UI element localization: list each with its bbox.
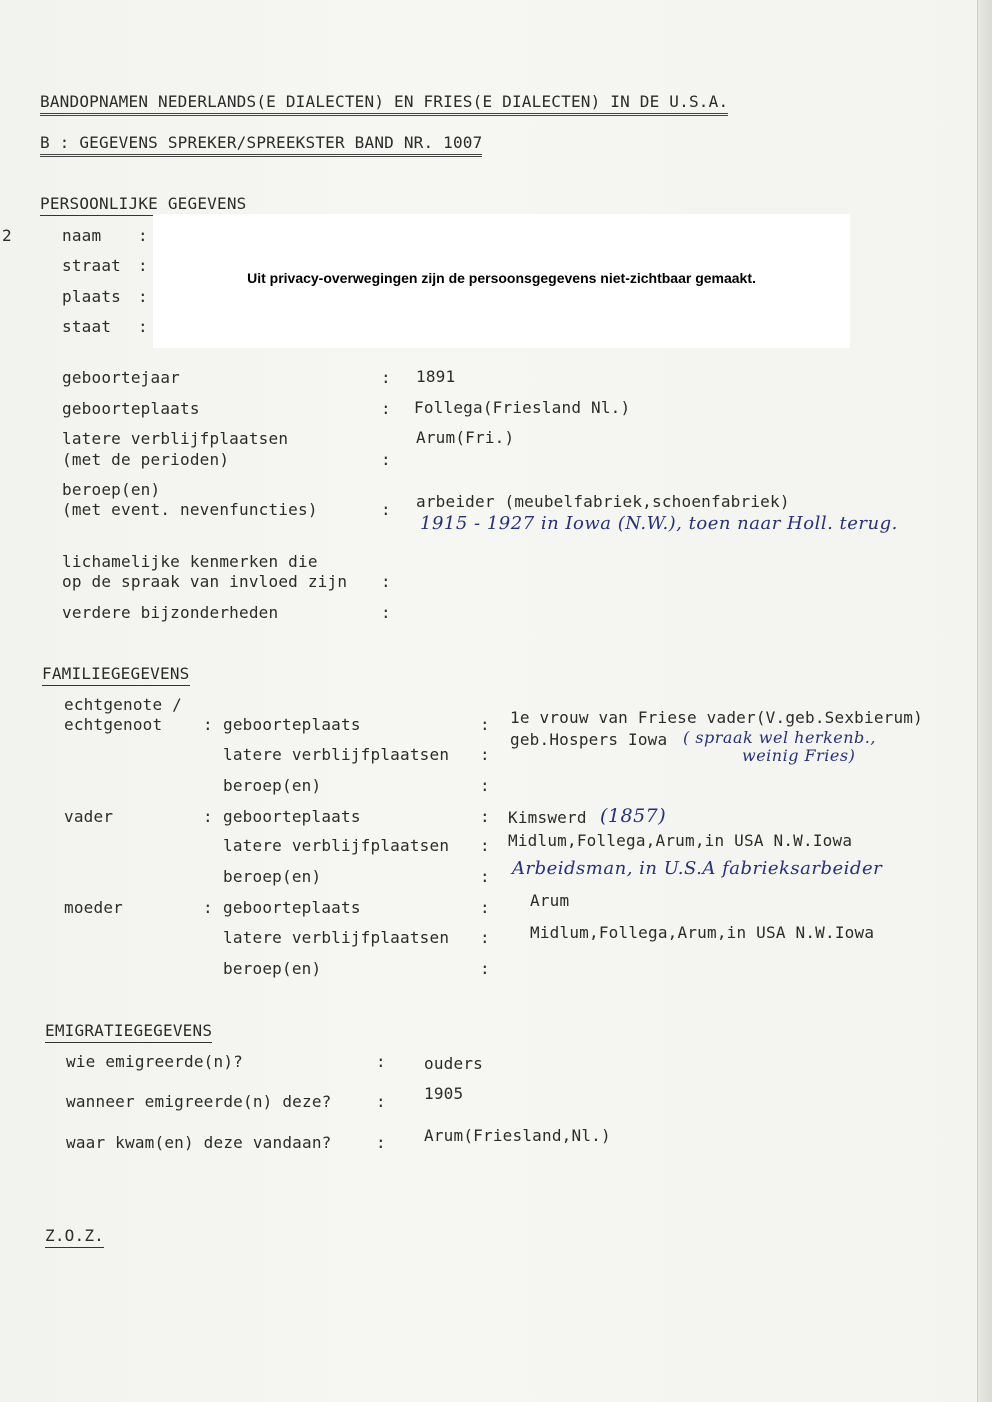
colon: : bbox=[381, 450, 391, 469]
label-staat: staat bbox=[62, 317, 112, 336]
colon: : bbox=[376, 1052, 386, 1071]
document-subtitle: B : GEGEVENS SPREKER/SPREEKSTER BAND NR. 1007 bbox=[40, 133, 482, 157]
colon: : bbox=[480, 928, 490, 947]
label-beroep-1: beroep(en) bbox=[62, 480, 161, 499]
colon: : bbox=[138, 287, 148, 306]
label-spouse-2: echtgenoot bbox=[64, 715, 163, 734]
colon: : bbox=[138, 317, 148, 336]
label-vader-geboorteplaats: geboorteplaats bbox=[223, 807, 361, 826]
label-spouse-geboorteplaats: geboorteplaats bbox=[223, 715, 361, 734]
label-verdere: verdere bijzonderheden bbox=[62, 603, 279, 622]
label-moeder-geboorteplaats: geboorteplaats bbox=[223, 898, 361, 917]
colon: : bbox=[381, 500, 391, 519]
value-vader-geb: Kimswerd bbox=[508, 808, 587, 827]
colon: : bbox=[480, 745, 490, 764]
colon: : bbox=[138, 226, 148, 245]
value-spouse-geb-2: geb.Hospers Iowa bbox=[510, 730, 668, 749]
label-moeder: moeder bbox=[64, 898, 123, 917]
label-beroep-2: (met event. nevenfuncties) bbox=[62, 500, 318, 519]
colon: : bbox=[480, 776, 490, 795]
page-edge bbox=[977, 0, 992, 1402]
label-moeder-beroep: beroep(en) bbox=[223, 959, 322, 978]
label-spouse-verblijf: latere verblijfplaatsen bbox=[223, 745, 450, 764]
margin-number: 2 bbox=[2, 226, 12, 245]
value-beroep: arbeider (meubelfabriek,schoenfabriek) bbox=[416, 492, 790, 511]
colon: : bbox=[381, 368, 391, 387]
label-verblijf-1: latere verblijfplaatsen bbox=[62, 429, 289, 448]
value-spouse-geb-1: 1e vrouw van Friese vader(V.geb.Sexbierum) bbox=[510, 708, 923, 727]
label-lichamelijk-2: op de spraak van invloed zijn bbox=[62, 572, 348, 591]
colon: : bbox=[203, 898, 213, 917]
colon: : bbox=[203, 807, 213, 826]
value-moeder-geb: Arum bbox=[530, 891, 570, 910]
value-waar: Arum(Friesland,Nl.) bbox=[424, 1126, 611, 1145]
colon: : bbox=[480, 959, 490, 978]
label-waar: waar kwam(en) deze vandaan? bbox=[66, 1133, 332, 1152]
label-spouse-1: echtgenote / bbox=[64, 695, 182, 714]
label-geboorteplaats: geboorteplaats bbox=[62, 399, 200, 418]
label-verblijf-2: (met de perioden) bbox=[62, 450, 230, 469]
colon: : bbox=[138, 256, 148, 275]
label-straat: straat bbox=[62, 256, 121, 275]
colon: : bbox=[381, 603, 391, 622]
section-heading-family: FAMILIEGEGEVENS bbox=[42, 664, 190, 686]
colon: : bbox=[376, 1133, 386, 1152]
label-plaats: plaats bbox=[62, 287, 121, 306]
value-moeder-verblijf: Midlum,Follega,Arum,in USA N.W.Iowa bbox=[530, 923, 875, 942]
handwritten-vader-beroep: Arbeidsman, in U.S.A fabrieksarbeider bbox=[512, 858, 883, 879]
colon: : bbox=[480, 867, 490, 886]
section-heading-emigration: EMIGRATIEGEGEVENS bbox=[45, 1021, 212, 1043]
colon: : bbox=[376, 1092, 386, 1111]
label-wie: wie emigreerde(n)? bbox=[66, 1052, 243, 1071]
colon: : bbox=[480, 836, 490, 855]
label-moeder-verblijf: latere verblijfplaatsen bbox=[223, 928, 450, 947]
zoz-marker: Z.O.Z. bbox=[45, 1226, 104, 1248]
privacy-notice: Uit privacy-overwegingen zijn de persoonsgegevens niet-zichtbaar gemaakt. bbox=[247, 270, 756, 286]
label-vader: vader bbox=[64, 807, 114, 826]
value-wie: ouders bbox=[424, 1054, 483, 1073]
colon: : bbox=[480, 807, 490, 826]
label-lichamelijk-1: lichamelijke kenmerken die bbox=[62, 552, 318, 571]
handwritten-beroep-note: 1915 - 1927 in Iowa (N.W.), toen naar Holl. terug. bbox=[420, 513, 898, 534]
document-title: BANDOPNAMEN NEDERLANDS(E DIALECTEN) EN FRIES(E DIALECTEN) IN DE U.S.A. bbox=[40, 92, 728, 116]
label-naam: naam bbox=[62, 226, 102, 245]
label-vader-beroep: beroep(en) bbox=[223, 867, 322, 886]
colon: : bbox=[381, 572, 391, 591]
label-vader-verblijf: latere verblijfplaatsen bbox=[223, 836, 450, 855]
value-geboortejaar: 1891 bbox=[416, 367, 456, 386]
value-vader-verblijf: Midlum,Follega,Arum,in USA N.W.Iowa bbox=[508, 831, 853, 850]
value-wanneer: 1905 bbox=[424, 1084, 464, 1103]
colon: : bbox=[480, 898, 490, 917]
label-spouse-beroep: beroep(en) bbox=[223, 776, 322, 795]
section-heading-personal: PERSOONLIJKE GEGEVENS bbox=[40, 194, 247, 216]
label-geboortejaar: geboortejaar bbox=[62, 368, 180, 387]
value-geboorteplaats: Follega(Friesland Nl.) bbox=[414, 398, 631, 417]
colon: : bbox=[480, 715, 490, 734]
colon: : bbox=[203, 715, 213, 734]
handwritten-spouse-note-2: weinig Fries) bbox=[742, 746, 856, 765]
colon: : bbox=[381, 399, 391, 418]
privacy-redaction-box bbox=[153, 214, 850, 348]
label-wanneer: wanneer emigreerde(n) deze? bbox=[66, 1092, 332, 1111]
value-verblijf: Arum(Fri.) bbox=[416, 428, 515, 447]
handwritten-vader-year: (1857) bbox=[600, 805, 667, 827]
handwritten-spouse-note-1: ( spraak wel herkenb., bbox=[683, 728, 876, 747]
